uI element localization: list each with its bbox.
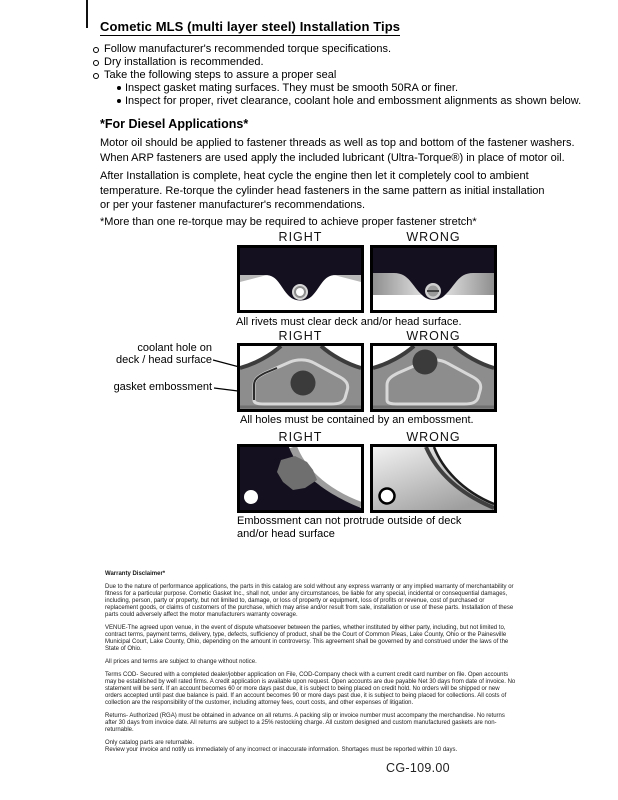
fig1-right-label: RIGHT: [278, 230, 323, 244]
prices-paragraph: All prices and terms are subject to change without notice.: [105, 659, 257, 665]
diesel-paragraph: [100, 169, 545, 213]
list-item-text: Inspect for proper, rivet clearance, coolant hole and embossment alignments as shown below.: [125, 95, 582, 107]
paragraph-line: Motor oil should be applied to fastener threads as well as top and bottom of the fastener washers.: [100, 137, 575, 149]
installation-tips-list: [93, 43, 581, 108]
legal-fine-print: [105, 571, 518, 754]
fig3-right-label: RIGHT: [278, 430, 323, 444]
list-item-text: Take the following steps to assure a proper seal: [104, 69, 337, 81]
caption-line: Embossment can not protrude outside of deck: [237, 515, 462, 527]
fig1-wrong-diagram: [370, 245, 497, 313]
fig2-right-diagram: [237, 343, 364, 412]
annotation-line: coolant hole on: [137, 342, 212, 354]
fig1-right-diagram: [237, 245, 364, 313]
open-bullet-icon: [93, 47, 99, 53]
solid-bullet-icon: [117, 99, 121, 103]
gasket-embossment-annotation: gasket embossment: [113, 381, 212, 393]
paragraph-line: When ARP fasteners are used apply the included lubricant (Ultra-Torque®) in place of motor oil.: [100, 151, 565, 164]
list-item: [93, 56, 581, 69]
rivet-clear-right-illustration: [237, 245, 364, 313]
solid-bullet-icon: [117, 86, 121, 90]
list-item: [93, 69, 581, 82]
scan-edge-line: [86, 0, 88, 28]
fig1-caption: All rivets must clear deck and/or head surface.: [236, 316, 462, 328]
coolant-hole-annotation: [105, 342, 212, 366]
list-sub-item: [117, 95, 581, 108]
paragraph-line: temperature. Re-torque the cylinder head fasteners in the same pattern as initial installation: [100, 184, 545, 197]
caption-line: and/or head surface: [237, 527, 335, 540]
fig3-caption: [237, 515, 461, 540]
protrusion-wrong-illustration: [370, 444, 497, 513]
fig2-right-label: RIGHT: [278, 329, 323, 343]
list-sub-item: [117, 82, 581, 95]
fig2-wrong-diagram: [370, 343, 497, 412]
embossment-wrong-illustration: [370, 343, 497, 412]
retorque-note: *More than one re-torque may be required to achieve proper fastener stretch*: [100, 216, 477, 228]
list-item-text: Inspect gasket mating surfaces. They must be smooth 50RA or finer.: [125, 82, 459, 94]
fig3-right-diagram: [237, 444, 364, 513]
catalog-page-number: CG-109.00: [386, 761, 450, 775]
paragraph-line: After Installation is complete, heat cycle the engine then let it completely cool to ambient: [100, 170, 529, 182]
fig2-wrong-label: WRONG: [406, 329, 461, 343]
open-bullet-icon: [93, 73, 99, 79]
list-item-text: Follow manufacturer's recommended torque specifications.: [104, 43, 392, 55]
disclaimer-paragraph: Due to the nature of performance applications, the parts in this catalog are sold without any express warranty or any implied warranty of merchantability or fitness for a particular purpose. Cometic Gasket Inc., shall not, under any circumstances, be liable for any special, incidental or consequential damages, including, person, party or property, but not limited to, damage, or loss of property or equipment, loss of profits or revenue, cost of purchased or replacement goods, or claims of customers of the purchase, which may arise and/or result from sale, installation or use of these parts. Installation of these parts could adversely affect the motor manufacturers warranty coverage.: [105, 584, 514, 618]
diesel-paragraph: [100, 136, 575, 165]
warranty-disclaimer-heading: Warranty Disclaimer*: [105, 571, 166, 577]
terms-paragraph: Terms COD- Secured with a completed dealer/jobber application on File, COD-Company check with a current credit card number on file. Open accounts may be established by well rated firms. A credit application is available upon request. Open accounts are due payable Net 30 days from date of invoice. No statement will be sent. If an account becomes 60 or more days past due, it is subject to being placed on credit hold. No orders will be shipped or new orders accepted until past due balance is paid. If an account becomes 90 or more days past due, it is subject to being placed for collections. All costs of collection are the responsibility of the customer, including attorney fees, court costs, and other expenses of litigation.: [105, 672, 516, 706]
fig3-wrong-label: WRONG: [406, 430, 461, 444]
open-bullet-icon: [93, 60, 99, 66]
list-item-text: Dry installation is recommended.: [104, 56, 264, 68]
fig3-wrong-diagram: [370, 444, 497, 513]
annotation-line: deck / head surface: [115, 354, 212, 366]
embossment-right-illustration: [237, 343, 364, 412]
catalog-parts-line: Only catalog parts are returnable.: [105, 740, 195, 746]
diesel-section-heading: *For Diesel Applications*: [100, 117, 249, 131]
list-item: [93, 43, 581, 56]
protrusion-right-illustration: [237, 444, 364, 513]
returns-paragraph: Returns- Authorized (RGA) must be obtained in advance on all returns. A packing slip or invoice number must accompany the merchandise. No returns after 30 days from invoice date. All returns are subject to a 25% restocking charge. All custom designed and custom manufactured gaskets are non-returnable.: [105, 713, 505, 733]
page-title: Cometic MLS (multi layer steel) Installation Tips: [100, 19, 401, 34]
fig2-caption: All holes must be contained by an embossment.: [240, 414, 474, 426]
rivet-clear-wrong-illustration: [370, 245, 497, 313]
fig1-wrong-label: WRONG: [406, 230, 461, 244]
review-invoice-line: Review your invoice and notify us immediately of any incorrect or inaccurate information. Shortages must be reported within 10 days.: [105, 747, 458, 753]
paragraph-line: or per your fastener manufacturer's recommendations.: [100, 199, 365, 211]
venue-paragraph: VENUE-The agreed upon venue, in the event of dispute whatsoever between the parties, whether instituted by either party, including, but not limited to, contract terms, payment terms, delivery, type, defects, sufficiency of product, shall be the Court of Common Pleas, Lake County, Ohio or the Painesville Municipal Court, Lake County, Ohio, depending on the amount in controversy. This agreement shall be governed by and construed under the laws of the State of Ohio.: [105, 625, 509, 652]
